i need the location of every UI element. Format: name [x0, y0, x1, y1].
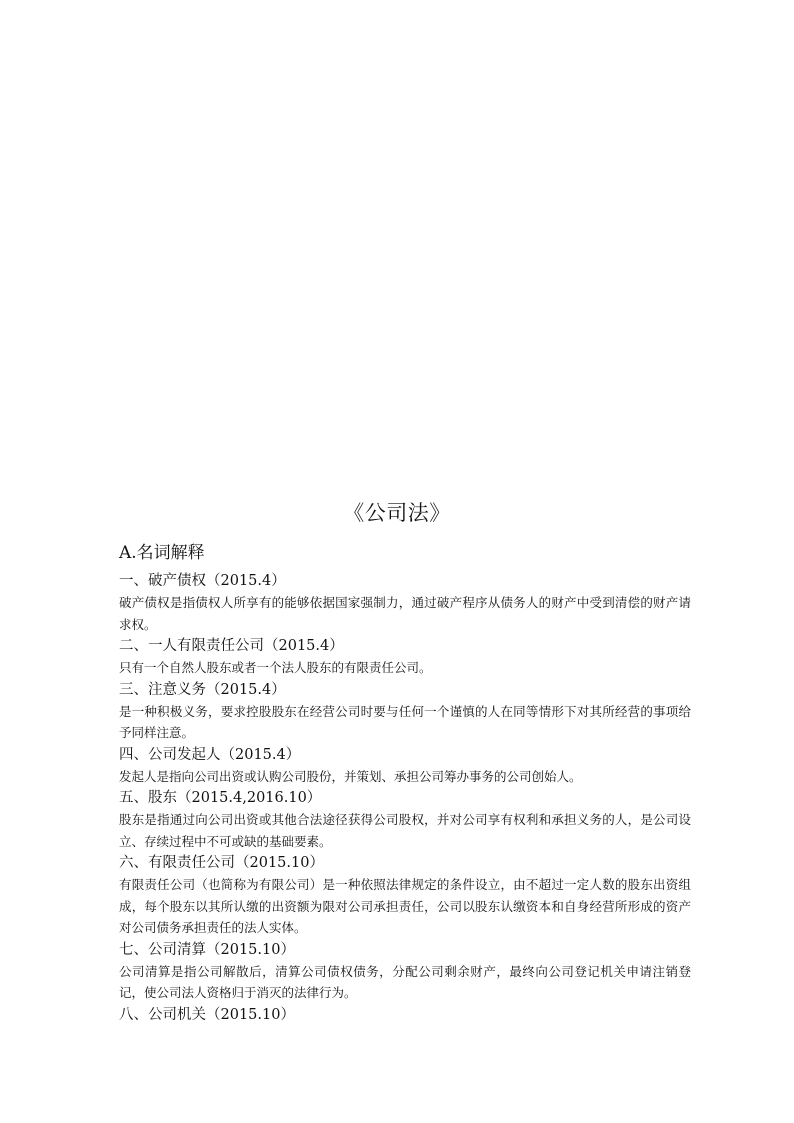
entry-term: 七、公司清算（2015.10） — [119, 941, 295, 958]
entry-definition: 公司清算是指公司解散后，清算公司债权债务，分配公司剩余财产，最终向公司登记机关申请注销登记，使公司法人资格归于消灭的法律行为。 — [119, 963, 691, 1000]
entry-term: 二、一人有限责任公司（2015.4） — [119, 638, 344, 654]
glossary-entry — [119, 939, 691, 1004]
glossary-entry — [119, 635, 691, 679]
glossary-entry — [119, 570, 691, 635]
entry-definition: 破产债权是指债权人所享有的能够依据国家强制力，通过破产程序从债务人的财产中受到清偿的财产请求权。 — [119, 595, 691, 632]
entry-term: 八、公司机关（2015.10） — [119, 1006, 295, 1023]
section-heading: A.名词解释 — [119, 543, 205, 563]
entry-term: 四、公司发起人（2015.4） — [119, 746, 301, 763]
glossary-entry — [119, 744, 691, 788]
entry-definition: 有限责任公司（也简称为有限公司）是一种依照法律规定的条件设立，由不超过一定人数的股东出资组成，每个股东以其所认缴的出资额为限对公司承担责任，公司以股东认缴资本和自身经营所形成的资产对公司债务承担责任的法人实体。 — [119, 877, 691, 935]
entry-definition: 发起人是指向公司出资或认购公司股份，并策划、承担公司筹办事务的公司创始人。 — [119, 768, 582, 784]
entry-definition: 股东是指通过向公司出资或其他合法途径获得公司股权，并对公司享有权利和承担义务的人，是公司设立、存续过程中不可或缺的基础要素。 — [119, 812, 691, 849]
document-title: 《公司法》 — [343, 501, 451, 525]
document-body — [119, 540, 691, 1026]
glossary-entry — [119, 1004, 691, 1026]
entry-term: 一、破产债权（2015.4） — [119, 573, 286, 589]
entry-definition: 只有一个自然人股东或者一个法人股东的有限责任公司。 — [119, 660, 432, 675]
glossary-entry — [119, 852, 691, 939]
entry-term: 六、有限责任公司（2015.10） — [119, 855, 324, 871]
glossary-entry — [119, 679, 691, 744]
entry-definition: 是一种积极义务，要求控股股东在经营公司时要与任何一个谨慎的人在同等情形下对其所经营的事项给予同样注意。 — [119, 703, 691, 740]
entry-term: 三、注意义务（2015.4） — [119, 681, 286, 698]
glossary-entry — [119, 787, 691, 852]
entry-term: 五、股东（2015.4,2016.10） — [119, 790, 322, 806]
